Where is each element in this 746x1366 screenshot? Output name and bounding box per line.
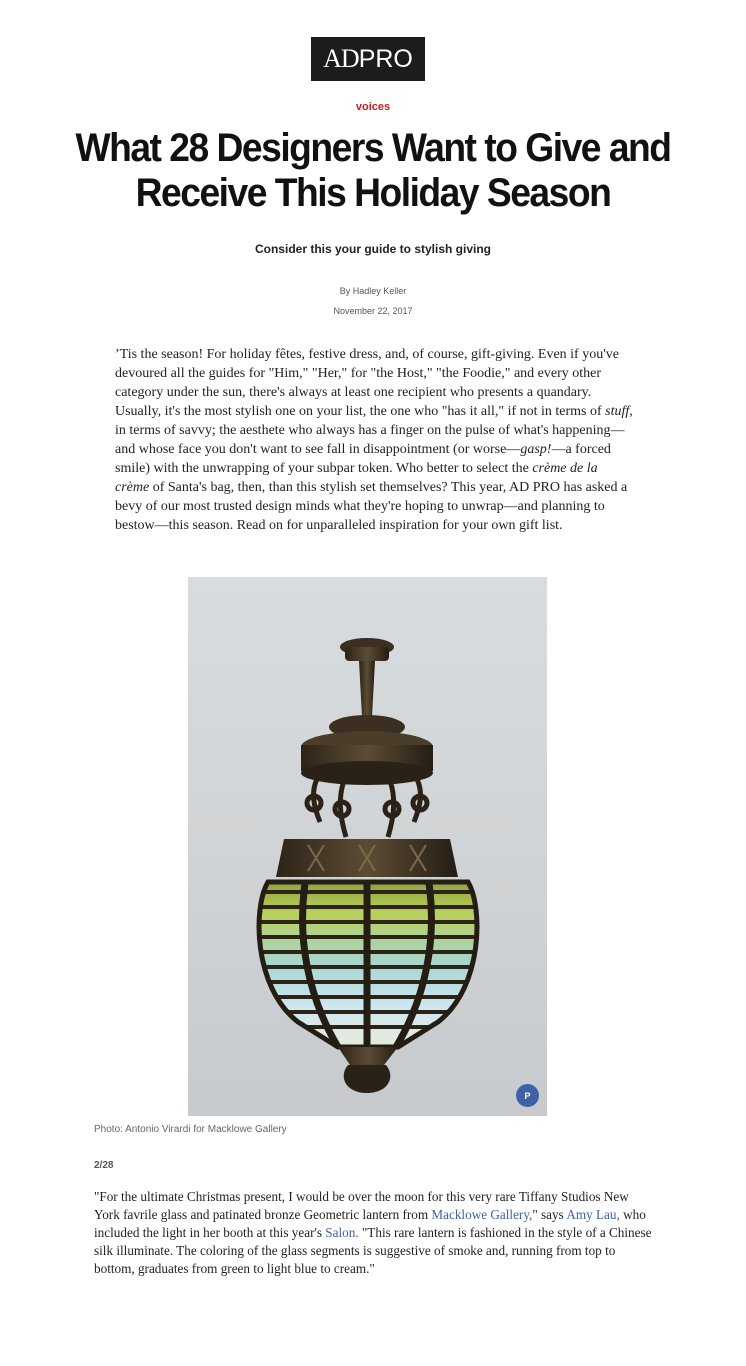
- article-dek: Consider this your guide to stylish giving: [254, 242, 492, 256]
- logo-text: [323, 44, 413, 74]
- lantern-illustration: [188, 577, 547, 1116]
- link-macklowe-gallery[interactable]: Macklowe Gallery,: [431, 1207, 533, 1222]
- section-rubric[interactable]: voices: [355, 101, 391, 113]
- byline: By Hadley Keller: [339, 286, 407, 296]
- pinterest-save-button[interactable]: [516, 1084, 539, 1107]
- link-amy-lau[interactable]: Amy Lau,: [566, 1207, 620, 1222]
- ad-pro-logo[interactable]: [311, 37, 425, 81]
- logo-pro: PRO: [358, 45, 413, 73]
- photo-caption: Photo: Antonio Virardi for Macklowe Gallery: [94, 1124, 287, 1135]
- slide-counter: 2/28: [94, 1160, 114, 1171]
- publish-date: November 22, 2017: [333, 306, 413, 316]
- link-salon[interactable]: Salon.: [325, 1225, 359, 1240]
- designer-quote-paragraph: "For the ultimate Christmas present, I would be over the moon for this very rare Tiffany Studios New York favrile glass and patinated bronze Geometric lantern from Macklowe Gallery," says Amy Lau, who included the light in her booth at this year's Salon. "This rare lantern is fashioned in the style of a Chinese silk illuminate. The coloring of the glass segments is suggestive of smoke and, running from top to bottom, graduates from green to light blue to cream.": [94, 1189, 652, 1276]
- intro-paragraph: ’Tis the season! For holiday fêtes, festive dress, and, of course, gift-giving. Even if you've devoured all the guides for "Him," "Her," for "the Host," "the Foodie," and every other category under the sun, there's always at least one recipient who presents a quandary. Usually, it's the most stylish one on your list, the one who "has it all," if not in terms of stuff, in terms of savvy; the aesthete who always has a finger on the pulse of what's happening—and whose face you don't want to see fall in disappointment (or worse—gasp!—a forced smile) with the unwrapping of your subpar token. Who better to select the crème de la crème of Santa's bag, then, than this stylish set themselves? This year, AD PRO has asked a bevy of our most trusted design minds what they're hoping to unwrap—and planning to bestow—this season. Read on for unparalleled inspiration for your own gift list.: [115, 347, 633, 533]
- pin-icon: P: [524, 1090, 531, 1101]
- logo-ad: AD: [323, 44, 359, 73]
- article-headline: What 28 Designers Want to Give and Receive This Holiday Season: [75, 126, 671, 215]
- lantern-photo: [188, 577, 547, 1116]
